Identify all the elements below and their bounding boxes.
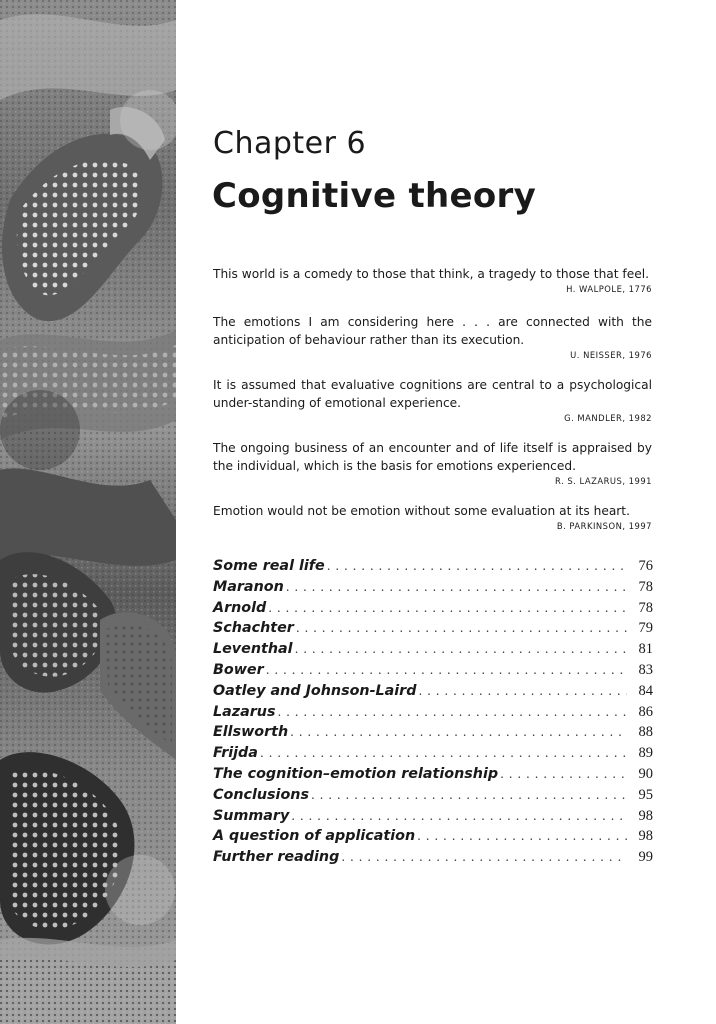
toc-entry[interactable] xyxy=(213,828,653,849)
toc-page-number: 78 xyxy=(638,578,653,595)
decorative-side-artwork xyxy=(0,0,176,1024)
toc-page-number: 98 xyxy=(638,807,653,824)
quote-attribution: G. MANDLER, 1982 xyxy=(564,413,652,423)
toc-entry[interactable] xyxy=(213,620,653,641)
toc-page-number: 98 xyxy=(638,828,653,845)
toc-entry[interactable] xyxy=(213,600,653,621)
toc-entry-title: The cognition–emotion relationship xyxy=(213,765,499,782)
quote-attribution: R. S. LAZARUS, 1991 xyxy=(555,476,652,486)
toc-entry[interactable] xyxy=(213,766,653,787)
quote xyxy=(213,313,652,360)
toc-entry[interactable] xyxy=(213,662,653,683)
leader-dots xyxy=(418,684,627,698)
toc-entry-title: Arnold xyxy=(213,599,267,616)
leader-dots xyxy=(311,788,627,802)
leader-dots xyxy=(295,642,627,656)
toc-entry-title: Frijda xyxy=(213,745,258,762)
quote-text: The emotions I am considering here . . . are connected with the anticipation of behaviour rather than its execution. xyxy=(213,315,652,347)
chapter-title: Cognitive theory xyxy=(212,176,537,216)
quote xyxy=(213,376,652,423)
leader-dots xyxy=(341,850,627,864)
leader-dots xyxy=(268,601,627,615)
leader-dots xyxy=(290,725,627,739)
toc-entry-title: Leventhal xyxy=(213,641,293,658)
toc-entry[interactable] xyxy=(213,704,653,725)
quote-text: The ongoing business of an encounter and of life itself is appraised by the individual, which is the basis for emotions experienced. xyxy=(213,441,652,473)
toc-page-number: 81 xyxy=(638,641,653,658)
table-of-contents xyxy=(213,558,653,870)
quote xyxy=(213,502,652,531)
toc-entry-title: Bower xyxy=(213,661,264,678)
leader-dots xyxy=(417,829,627,843)
leader-dots xyxy=(266,663,627,677)
toc-page-number: 88 xyxy=(638,724,653,741)
toc-page-number: 86 xyxy=(638,703,653,720)
aboriginal-dot-art-image xyxy=(0,0,176,1024)
quote xyxy=(213,265,652,294)
toc-entry-title: Schachter xyxy=(213,620,294,637)
leader-dots xyxy=(260,746,627,760)
toc-entry-title: Further reading xyxy=(213,849,340,866)
toc-page-number: 79 xyxy=(638,620,653,637)
epigraph-quotes xyxy=(213,265,652,547)
quote-attribution: H. WALPOLE, 1776 xyxy=(566,284,652,294)
toc-page-number: 90 xyxy=(638,765,653,782)
toc-entry[interactable] xyxy=(213,724,653,745)
toc-entry-title: Summary xyxy=(213,807,290,824)
toc-entry[interactable] xyxy=(213,683,653,704)
toc-page-number: 89 xyxy=(638,745,653,762)
toc-entry-title: Some real life xyxy=(213,558,325,574)
toc-entry[interactable] xyxy=(213,787,653,808)
leader-dots xyxy=(277,705,627,719)
toc-entry[interactable] xyxy=(213,579,653,600)
toc-entry[interactable] xyxy=(213,641,653,662)
toc-page-number: 95 xyxy=(638,786,653,803)
toc-entry-title: Lazarus xyxy=(213,703,276,720)
leader-dots xyxy=(286,580,627,594)
quote-attribution: B. PARKINSON, 1997 xyxy=(556,521,652,531)
quote xyxy=(213,439,652,486)
toc-entry[interactable] xyxy=(213,558,653,579)
toc-page-number: 83 xyxy=(638,661,653,678)
leader-dots xyxy=(296,621,627,635)
toc-entry-title: A question of application xyxy=(213,828,416,845)
toc-entry[interactable] xyxy=(213,808,653,829)
toc-page-number: 76 xyxy=(638,558,653,574)
quote-text: Emotion would not be emotion without some evaluation at its heart. xyxy=(213,504,630,518)
quote-text: This world is a comedy to those that think, a tragedy to those that feel. xyxy=(213,267,649,281)
toc-entry[interactable] xyxy=(213,745,653,766)
toc-entry-title: Conclusions xyxy=(213,786,309,803)
leader-dots xyxy=(291,809,627,823)
toc-entry[interactable] xyxy=(213,849,653,870)
quote-attribution: U. NEISSER, 1976 xyxy=(570,350,652,360)
toc-page-number: 78 xyxy=(638,599,653,616)
toc-entry-title: Ellsworth xyxy=(213,724,289,741)
toc-entry-title: Oatley and Johnson-Laird xyxy=(213,682,417,699)
leader-dots xyxy=(500,767,627,781)
quote-text: It is assumed that evaluative cognitions are central to a psychological under-standing of emotional experience. xyxy=(213,378,652,410)
toc-entry-title: Maranon xyxy=(213,578,284,595)
toc-page-number: 84 xyxy=(638,682,653,699)
toc-page-number: 99 xyxy=(638,849,653,866)
leader-dots xyxy=(327,559,627,573)
chapter-number: Chapter 6 xyxy=(213,126,367,161)
